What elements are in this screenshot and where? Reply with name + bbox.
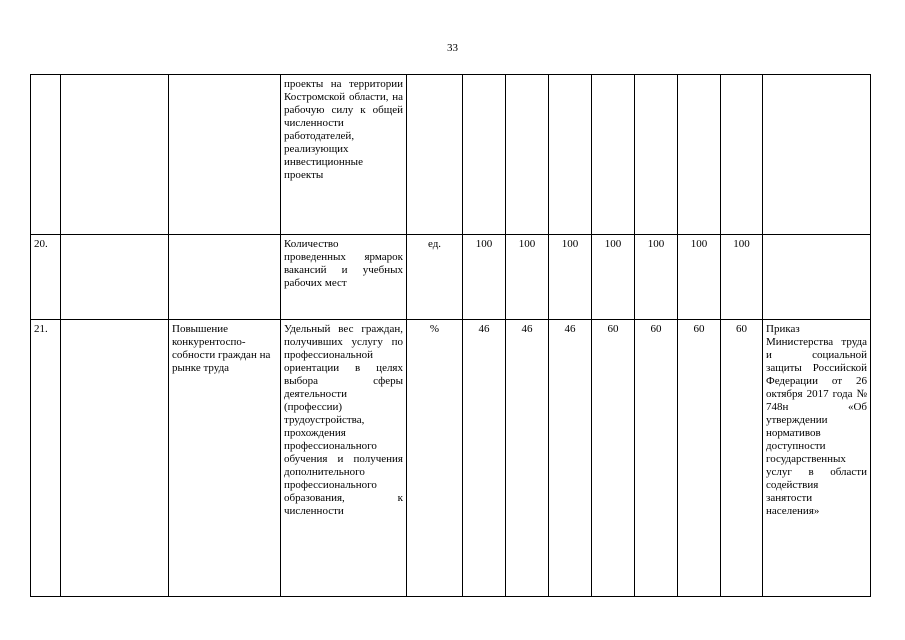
value-cell (506, 75, 549, 235)
value-cell (592, 75, 635, 235)
source-cell: Приказ Министерства труда и социальной защиты Российской Федерации от 26 октября 2017 года № 748н «Об утверждении нормативов доступности государственных услуг в области содействия занятости населения» (763, 320, 871, 597)
task-cell (169, 75, 281, 235)
value-cell: 46 (549, 320, 592, 597)
unit-cell: % (407, 320, 463, 597)
goal-cell (61, 75, 169, 235)
value-cell: 100 (721, 235, 763, 320)
value-cell: 100 (549, 235, 592, 320)
value-cell (463, 75, 506, 235)
value-cell: 60 (721, 320, 763, 597)
value-cell (635, 75, 678, 235)
page-number: 33 (447, 42, 458, 54)
indicator-cell: Количество проведенных ярмарок вакансий и учебных рабочих мест (281, 235, 407, 320)
unit-cell (407, 75, 463, 235)
value-cell: 60 (592, 320, 635, 597)
value-cell (678, 75, 721, 235)
indicator-cell: Удельный вес граждан, получивших услугу по профессиональной ориентации в целях выбора сферы деятельности (профессии) трудоустройства, прохождения профессионального обучения и получения дополнительного профессионального образования, к численности (281, 320, 407, 597)
value-cell (721, 75, 763, 235)
table-row (31, 320, 871, 597)
value-cell: 100 (463, 235, 506, 320)
task-cell: Повышение конкурентоспо-собности граждан на рынке труда (169, 320, 281, 597)
row-number: 20. (31, 235, 61, 320)
indicators-table (30, 74, 871, 597)
source-cell (763, 75, 871, 235)
value-cell: 100 (635, 235, 678, 320)
goal-cell (61, 320, 169, 597)
goal-cell (61, 235, 169, 320)
value-cell: 46 (463, 320, 506, 597)
table-row (31, 235, 871, 320)
value-cell: 60 (635, 320, 678, 597)
value-cell (549, 75, 592, 235)
row-number: 21. (31, 320, 61, 597)
unit-cell: ед. (407, 235, 463, 320)
task-cell (169, 235, 281, 320)
value-cell: 100 (592, 235, 635, 320)
indicator-cell: проекты на территории Костромской области, на рабочую силу к общей численности работодателей, реализующих инвестиционные проекты (281, 75, 407, 235)
value-cell: 100 (678, 235, 721, 320)
value-cell: 60 (678, 320, 721, 597)
source-cell (763, 235, 871, 320)
value-cell: 100 (506, 235, 549, 320)
value-cell: 46 (506, 320, 549, 597)
table-row (31, 75, 871, 235)
row-number (31, 75, 61, 235)
